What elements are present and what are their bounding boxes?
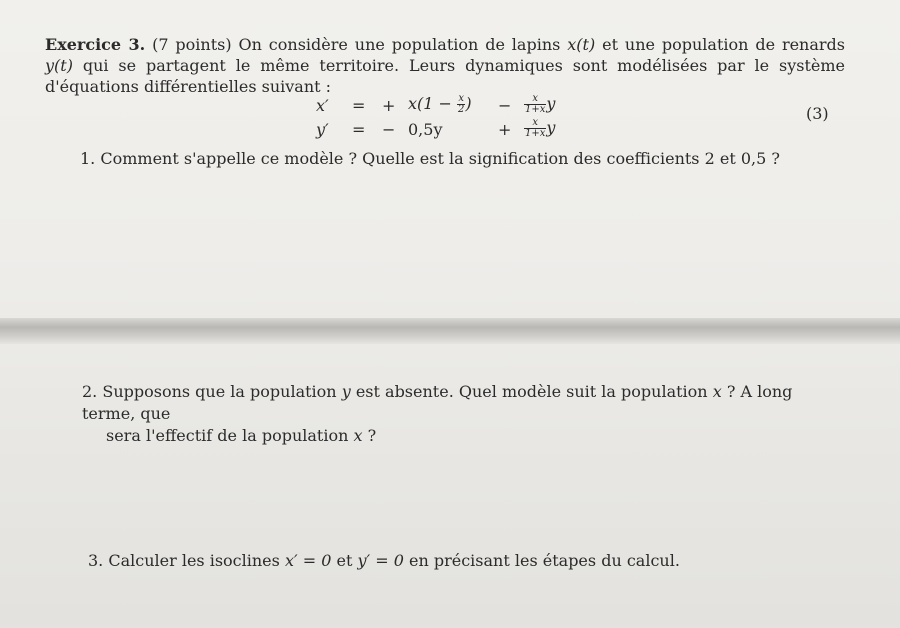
exercise-points: (7 points) bbox=[152, 35, 232, 54]
eq1-term1: x(1 − $\frac{x}{2}$ ) bbox=[408, 93, 472, 115]
eq2-term1: 0,5y bbox=[408, 120, 443, 139]
exercise-intro: Exercice 3. (7 points) On considère une population de lapins x(t) et une population de renards y(t) qui se partagent le même territoire. Leurs dynamiques sont modélisées par le système d'équations différentielles suivant : bbox=[45, 35, 845, 96]
var-y-t: y(t) bbox=[45, 56, 73, 75]
eq2-term2: $\frac{x}{1+x}$ y bbox=[525, 117, 556, 139]
question-2: 2. Supposons que la population y est absente. Quel modèle suit la population x ? A long terme, que sera l'effectif de la population x ? bbox=[82, 382, 793, 445]
exam-page: Exercice 3. (7 points) On considère une population de lapins x(t) et une population de renards y(t) qui se partagent le même territoire. Leurs dynamiques sont modélisées par le système d'équations différentielles suivant : x′ = + x(1 − $\frac{x}{2}$ ) − $\frac{x}{1+x}$ y y′ = − 0,5y + $\frac{x}{1+x}$ y (3) 1. Comment s'appelle ce modèle ? Quelle est la signification des coefficients 2 et 0,5 ? 2. Supposons que la population y est absente. Quel modèle suit la population x ? A long terme, que sera l'effectif de la population x ? 3. Calculer les isoclines x′ = 0 et y′ = 0 en précisant les étapes du calcul. bbox=[0, 0, 900, 628]
question-1: 1. Comment s'appelle ce modèle ? Quelle est la signification des coefficients 2 et 0,5 ? bbox=[80, 149, 780, 168]
var-x-t: x(t) bbox=[567, 35, 596, 54]
question-3: 3. Calculer les isoclines x′ = 0 et y′ = 0 en précisant les étapes du calcul. bbox=[88, 551, 680, 570]
paper-fold bbox=[0, 318, 900, 344]
eq1-term2: $\frac{x}{1+x}$ y bbox=[525, 93, 556, 115]
exercise-title: Exercice 3. bbox=[45, 35, 146, 54]
equation-number: (3) bbox=[806, 104, 829, 123]
